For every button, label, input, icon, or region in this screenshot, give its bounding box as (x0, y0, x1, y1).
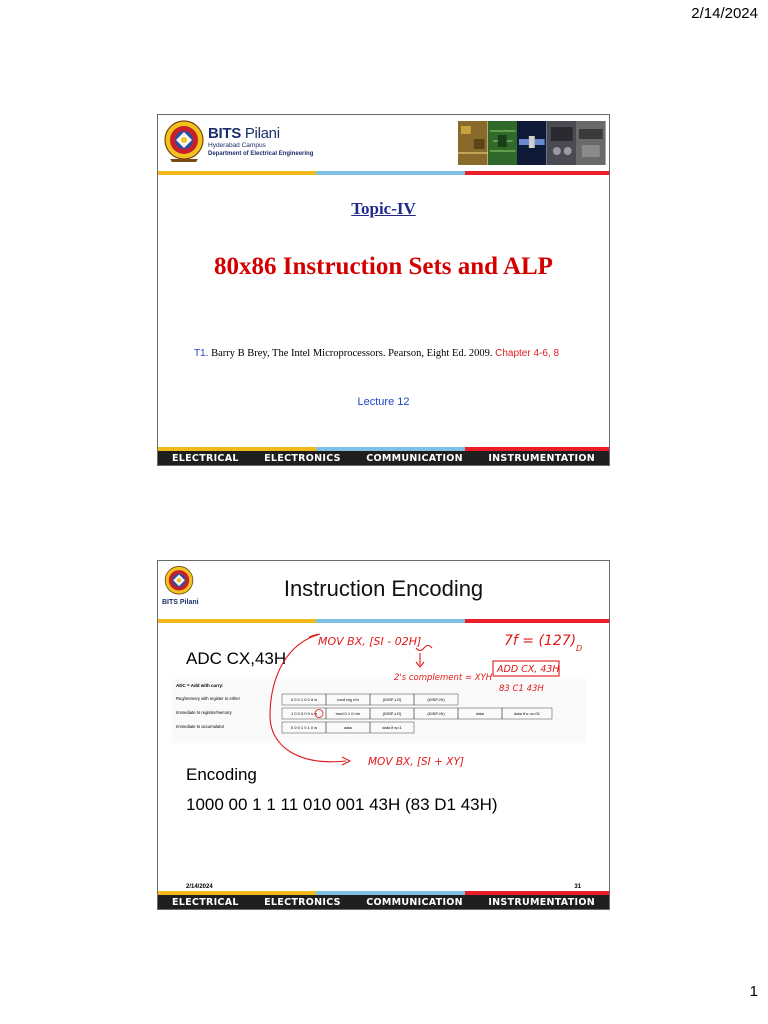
department-footer-bar (158, 451, 609, 465)
brand-department: Department of Electrical Engineering (208, 151, 314, 157)
page-date: 2/14/2024 (691, 5, 758, 22)
header-color-stripe (158, 171, 609, 175)
instruction-text: ADC CX,43H (186, 649, 287, 668)
brand-block (208, 125, 313, 158)
lab-photo (576, 121, 606, 165)
footer-communication: COMMUNICATION (366, 452, 463, 464)
row2-cell3: (DISP-LO) (382, 711, 402, 716)
page-number: 1 (749, 983, 758, 1000)
encoding-label: Encoding (186, 765, 257, 784)
row3-cell1: 0 0 0 1 0 1 0 w (290, 725, 318, 730)
reference-prefix: T1. (194, 348, 209, 359)
instrument-photo (547, 121, 577, 165)
department-footer-bar (158, 895, 609, 909)
footer-electrical: ELECTRICAL (172, 452, 239, 464)
slide-header (158, 115, 609, 173)
row2-label: Immediate to register/memory (176, 710, 232, 715)
row3-cell3: data if w=1 (382, 725, 402, 730)
footer-instrumentation: INSTRUMENTATION (488, 896, 595, 908)
reference-line (194, 348, 559, 359)
lecture-label: Lecture 12 (357, 396, 410, 408)
row2-cell4: (DISP-HI) (427, 711, 445, 716)
row1-cell2: mod reg r/m (337, 697, 359, 702)
footer-electronics: ELECTRONICS (264, 896, 341, 908)
slide-instruction-encoding (157, 560, 610, 910)
table-heading: ADC = Add with carry: (176, 683, 224, 688)
row1-label: Reg/memory with register to either (176, 696, 240, 701)
row3-cell2: data (344, 725, 352, 730)
slide-footer-date: 2/14/2024 (186, 884, 213, 890)
note-mov-si-plus: MOV BX, [SI + XY] (368, 756, 464, 768)
note-mov-si-minus: MOV BX, [SI - 02H] (318, 635, 422, 648)
row2-cell6: data if s: w=01 (514, 711, 540, 716)
row2-cell1: 1 0 0 0 0 0 s w (290, 711, 318, 716)
row3-label: Immediate to accumulator (176, 724, 225, 729)
note-7f: 7f = (127) (504, 633, 577, 649)
row1-cell1: 0 0 0 1 0 0 d w (290, 697, 318, 702)
brand-short: BITS Pilani (162, 599, 199, 606)
reference-chapter: Chapter 4-6, 8 (495, 348, 560, 359)
opcode-table (172, 679, 587, 743)
footer-communication: COMMUNICATION (366, 896, 463, 908)
row2-cell2: mod 0 1 0 r/m (335, 711, 361, 716)
encoding-value: 1000 00 1 1 11 010 001 43H (83 D1 43H) (186, 795, 498, 814)
circuit-photo (458, 121, 488, 165)
slide-title-text: Instruction Encoding (283, 576, 484, 601)
footer-instrumentation: INSTRUMENTATION (488, 452, 595, 464)
row1-cell3: (DISP-LO) (382, 697, 402, 702)
header-photo-strip (458, 121, 606, 165)
note-twos-complement: 2's complement = XYH (394, 673, 493, 683)
pcb-photo (488, 121, 518, 165)
footer-electronics: ELECTRONICS (264, 452, 341, 464)
note-7f-sub: D (576, 644, 583, 653)
slide-title (157, 114, 610, 466)
add-cx-box (493, 661, 559, 676)
row1-cell4: (DISP-HI) (427, 697, 445, 702)
bits-logo-icon (164, 119, 204, 163)
topic-heading: Topic-IV (351, 199, 416, 218)
slide-footer-number: 31 (574, 884, 581, 890)
reference-body: Barry B Brey, The Intel Microprocessors. Pearson, Eight Ed. 2009. (208, 348, 496, 359)
slide-title-text: 80x86 Instruction Sets and ALP (214, 253, 553, 280)
footer-electrical: ELECTRICAL (172, 896, 239, 908)
row2-cell5: data (476, 711, 484, 716)
note-code: 83 C1 43H (499, 684, 544, 694)
brand-name: BITS Pilani (208, 125, 280, 142)
header-color-stripe (158, 619, 609, 623)
brand-campus: Hyderabad Campus (208, 142, 266, 149)
satellite-photo (517, 121, 547, 165)
note-add-cx: ADD CX, 43H (497, 664, 560, 675)
